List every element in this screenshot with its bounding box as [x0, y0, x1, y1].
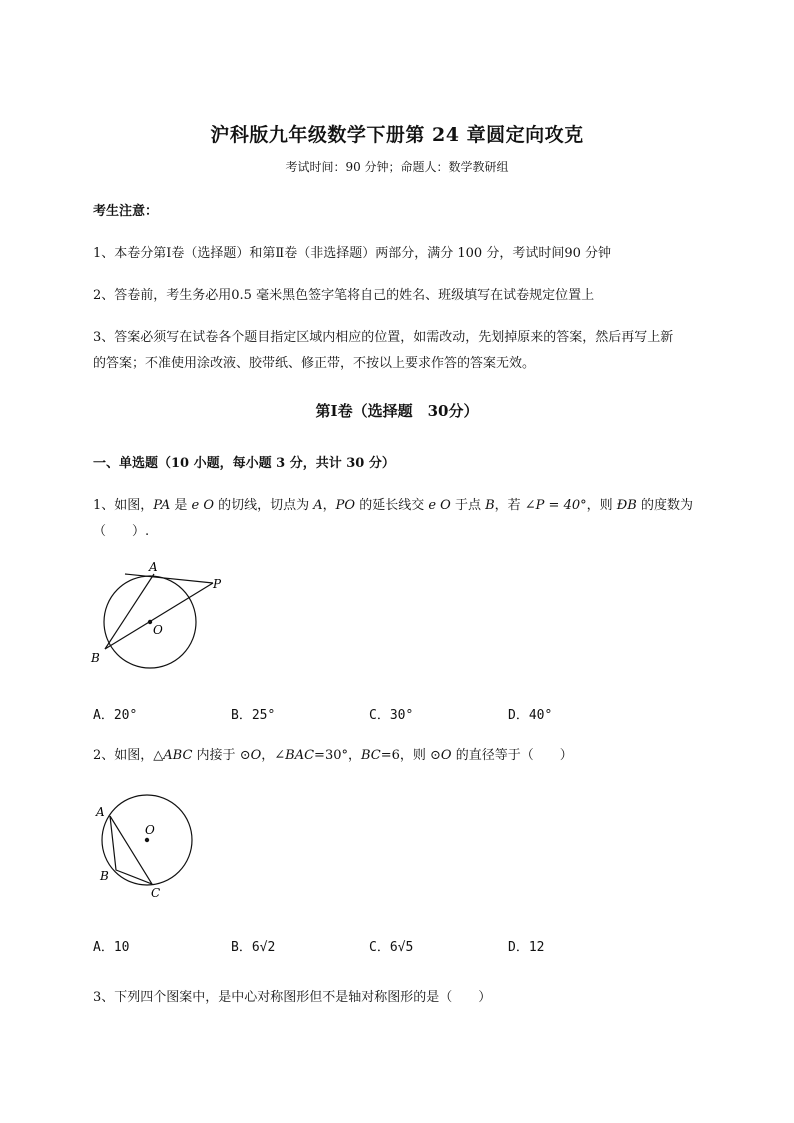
label-b: B [91, 651, 100, 665]
q1-option-a[interactable]: A．20° [93, 708, 138, 723]
q1-option-c[interactable]: C．30° [369, 708, 414, 723]
exam-info: 考试时间：90 分钟；命题人：数学教研组 [285, 160, 509, 174]
q2-option-a[interactable]: A．10 [93, 940, 130, 955]
notice-item-1: 1、本卷分第Ⅰ卷（选择题）和第Ⅱ卷（非选择题）两部分，满分 100 分，考试时间90 分钟 [93, 246, 611, 261]
q1-option-d[interactable]: D．40° [508, 708, 553, 723]
notice-heading: 考生注意： [93, 204, 159, 219]
label-o: O [145, 823, 155, 837]
question-2-figure [90, 790, 205, 905]
secant-line-pb [105, 583, 213, 649]
page-title: 沪科版九年级数学下册第 24 章圆定向攻克 [210, 124, 584, 146]
question-3-stem: 3、下列四个图案中，是中心对称图形但不是轴对称图形的是（ ） [93, 990, 492, 1005]
notice-item-2: 2、答卷前，考生务必用0.5 毫米黑色签字笔将自己的姓名、班级填写在试卷规定位置上 [93, 288, 595, 303]
label-o: O [153, 623, 163, 637]
label-a: A [149, 560, 158, 574]
q2-option-d[interactable]: D．12 [508, 940, 545, 955]
notice-item-3: 3、答案必须写在试卷各个题目指定区域内相应的位置，如需改动，先划掉原来的答案，然后再写上新 [93, 330, 674, 345]
label-c: C [151, 886, 161, 900]
center-point [145, 838, 149, 842]
tangent-line-pa [125, 574, 213, 583]
question-1-figure [85, 555, 245, 680]
label-b: B [100, 869, 109, 883]
q2-option-b[interactable]: B．6√2 [231, 940, 276, 955]
center-point [148, 620, 152, 624]
question-1-stem-cont: （ ）. [93, 524, 150, 539]
q1-option-b[interactable]: B．25° [231, 708, 276, 723]
section-title: 第Ⅰ卷（选择题 30分） [315, 402, 479, 420]
label-a: A [96, 805, 105, 819]
label-p: P [213, 577, 222, 591]
part-heading: 一、单选题（10 小题，每小题 3 分，共计 30 分） [93, 456, 395, 471]
q2-option-c[interactable]: C．6√5 [369, 940, 414, 955]
chord-ab [105, 574, 154, 649]
question-1-stem: 1、如图，PA 是 e O 的切线，切点为 A，PO 的延长线交 e O 于点 B，若 ∠P = 40°，则 ÐB 的度数为 [93, 498, 693, 513]
notice-item-3-cont: 的答案；不准使用涂改液、胶带纸、修正带，不按以上要求作答的答案无效。 [93, 356, 536, 371]
question-2-stem: 2、如图，△ABC 内接于 ⊙O，∠BAC=30°，BC=6，则 ⊙O 的直径等于（ ） [93, 748, 573, 763]
